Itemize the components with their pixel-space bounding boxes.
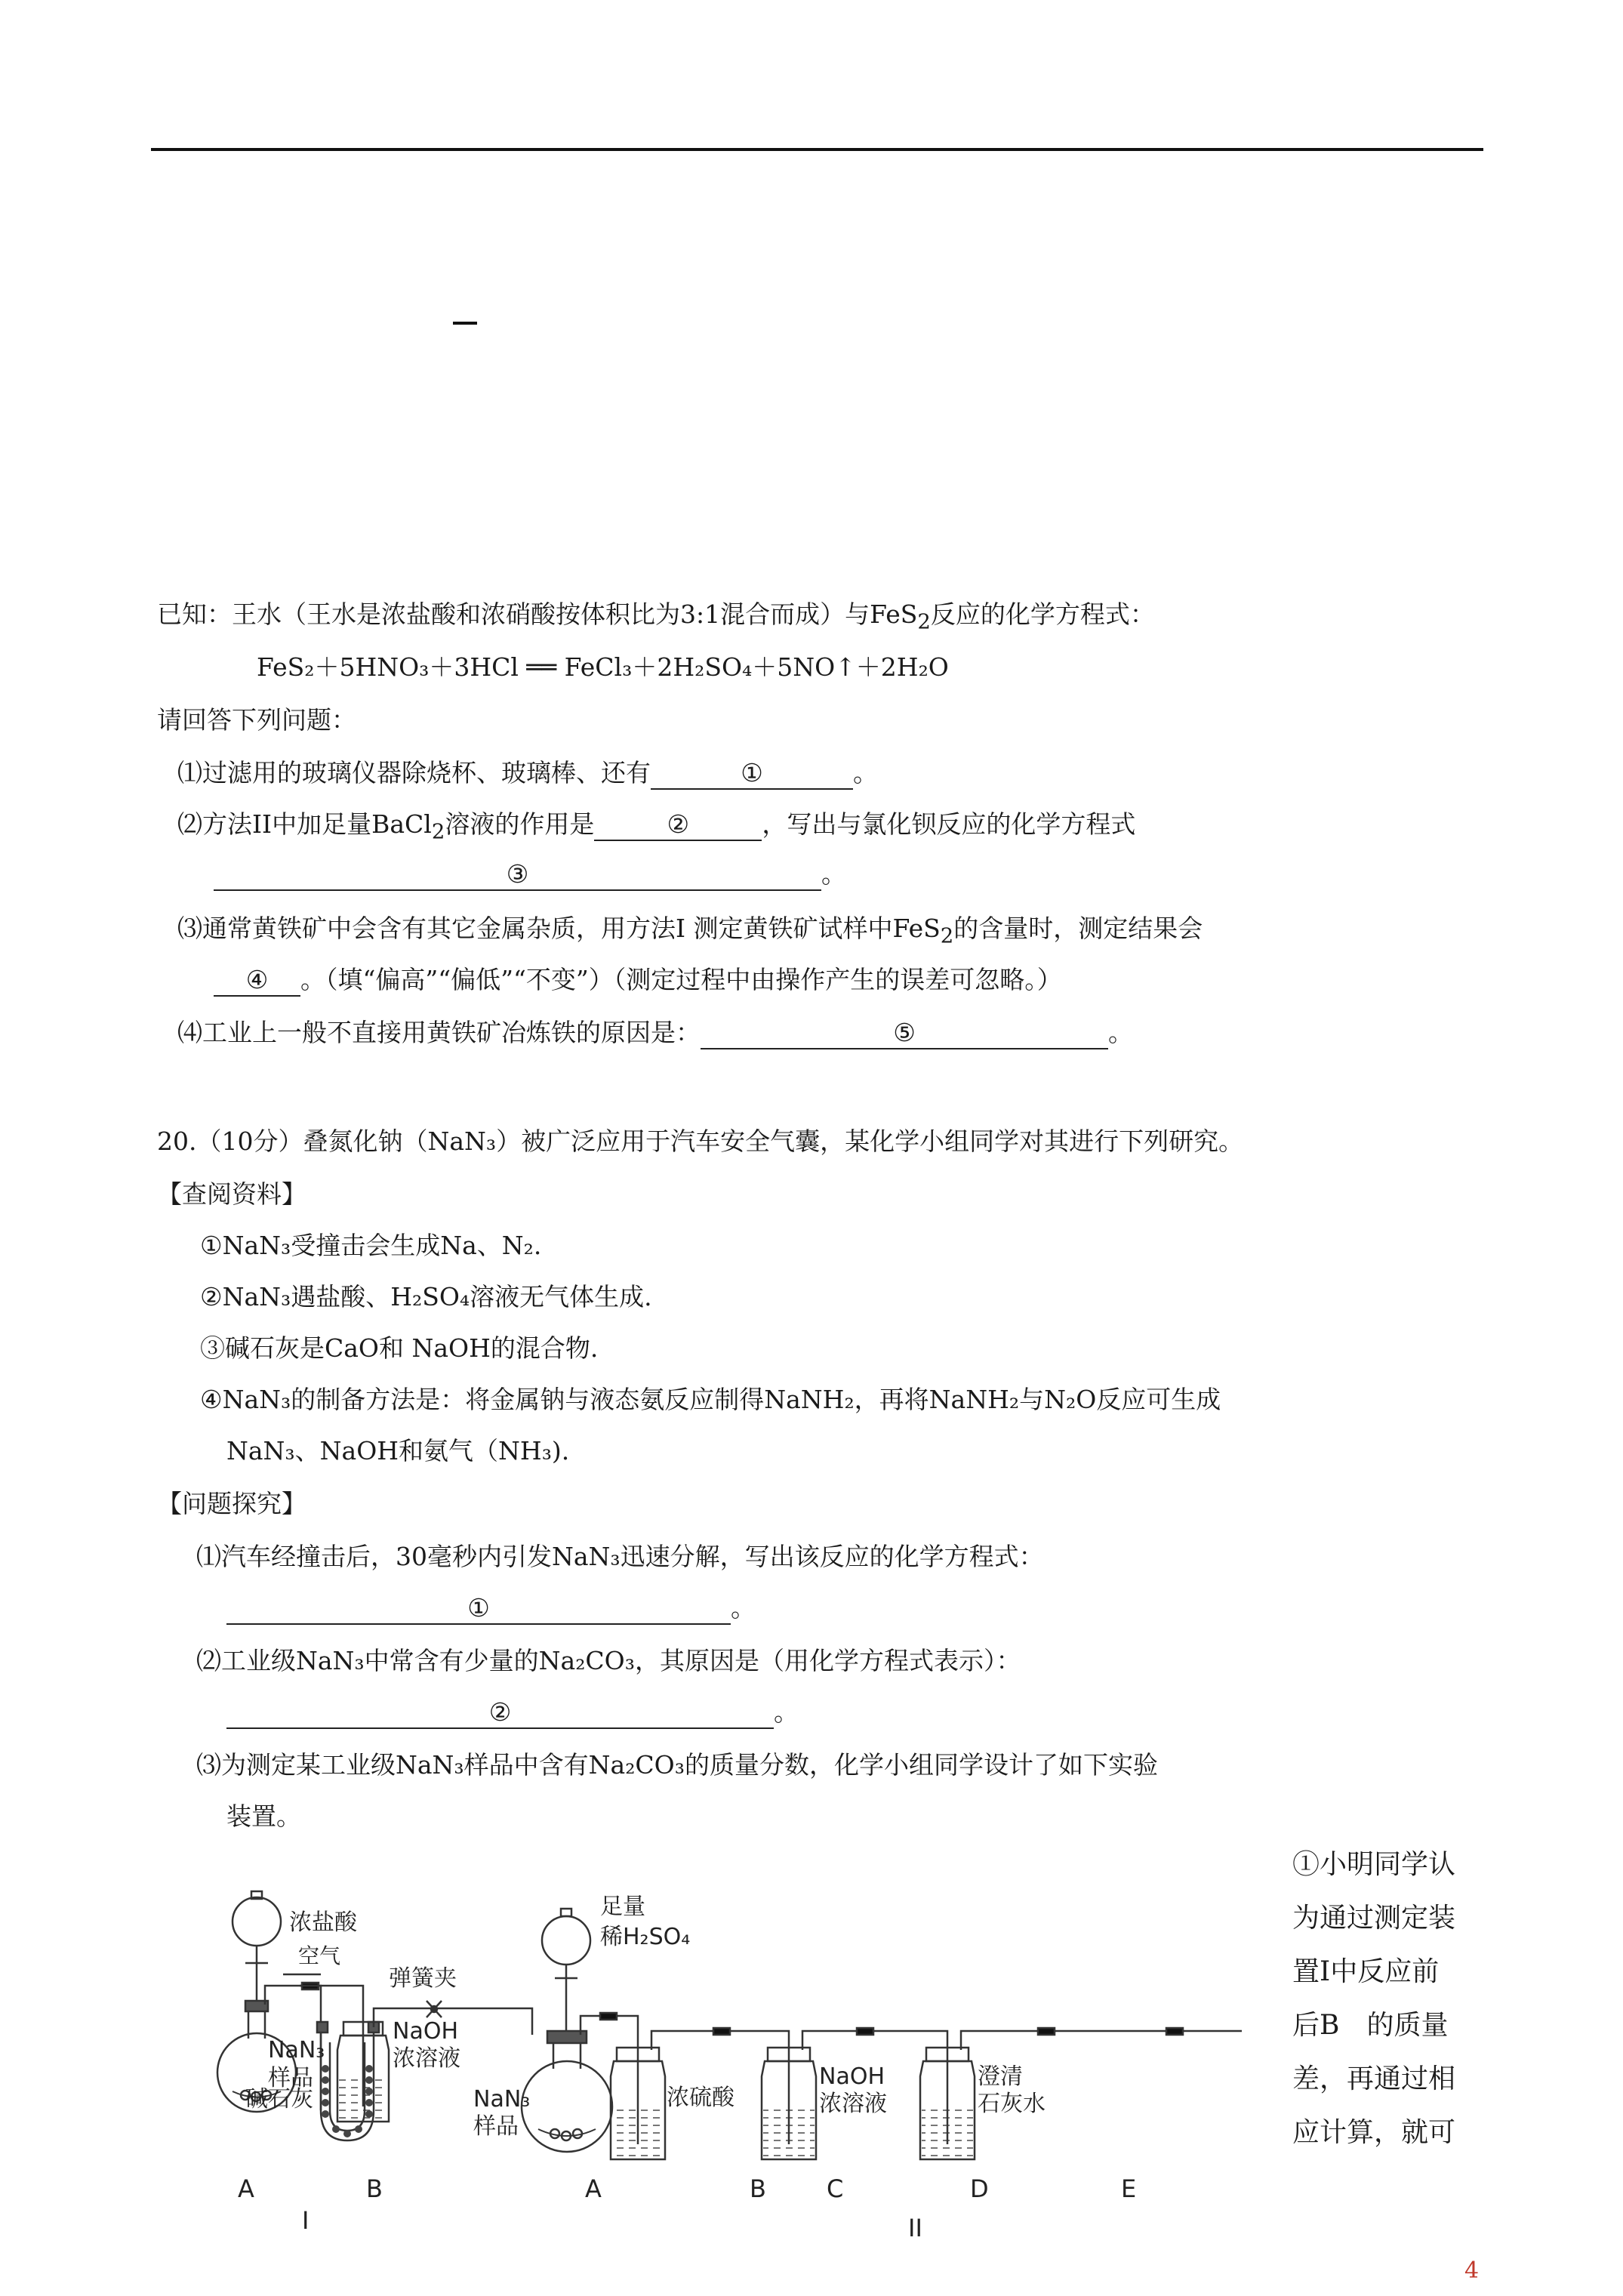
label-conc-hcl: 浓盐酸 — [289, 1909, 357, 1936]
label-air: 空气 — [298, 1943, 341, 1968]
setup2-bottle-e — [920, 2028, 1242, 2159]
label-enough: 足量 — [600, 1894, 645, 1920]
answer-blank-5[interactable]: ⑤ — [701, 1018, 1108, 1049]
q19-given: 已知：王水（王水是浓盐酸和浓硝酸按体积比为3:1混合而成）与FeS$_2$反应的化学方程式： — [157, 599, 1155, 634]
q19-part3-answer: ④ 。（填“偏高”“偏低”“不变”）（测定过程中由操作产生的误差可忽略。） — [214, 963, 1062, 997]
answer-blank-q20-2[interactable]: ② — [226, 1697, 774, 1729]
fact-1: ①NaN₃受撞击会生成Na、N₂. — [200, 1231, 542, 1260]
setup1-funnel — [233, 1891, 281, 2005]
answer-blank-1[interactable]: ① — [651, 758, 853, 790]
inquiry-1: ⑴汽车经撞击后，30毫秒内引发NaN₃迅速分解，写出该反应的化学方程式： — [196, 1542, 1044, 1571]
inquiry-3: ⑶为测定某工业级NaN₃样品中含有Na₂CO₃的质量分数，化学小组同学设计了如下实验 — [196, 1750, 1158, 1780]
label-limewater-1: 澄清 — [978, 2063, 1023, 2090]
setup1-bottle-b — [337, 2022, 389, 2122]
label-a-2: A — [585, 2174, 602, 2203]
inquiry-1-answer: ① 。 — [226, 1592, 756, 1625]
q20-title: 20.（10分）叠氮化钠（NaN₃）被广泛应用于汽车安全气囊，某化学小组同学对其进行下列研究。 — [157, 1126, 1244, 1156]
side-text-6: 应计算，就可 — [1292, 2117, 1456, 2148]
q19-part3: ⑶通常黄铁矿中会含有其它金属杂质，用方法Ⅰ 测定黄铁矿试样中FeS$_2$的含量时，测定结果会 — [177, 914, 1203, 948]
side-text-1: ①小明同学认 — [1292, 1849, 1456, 1880]
label-soda-lime: 碱石灰 — [245, 2086, 313, 2113]
label-setup-1: I — [302, 2206, 310, 2235]
inquiry-2-answer: ② 。 — [226, 1696, 799, 1729]
label-a-1: A — [238, 2174, 254, 2203]
label-naoh-soln-1: 浓溶液 — [393, 2045, 460, 2072]
answer-blank-q20-1[interactable]: ① — [226, 1593, 731, 1625]
label-b-2: B — [750, 2174, 766, 2203]
label-clamp: 弹簧夹 — [389, 1965, 457, 1992]
label-dil-h2so4: 稀H₂SO₄ — [600, 1924, 691, 1950]
fact-4-cont: NaN₃、NaOH和氨气（NH₃). — [226, 1436, 570, 1465]
apparatus-figure — [192, 1880, 1264, 2242]
label-naoh-soln-2: 浓溶液 — [819, 2091, 887, 2117]
header-rule — [151, 148, 1483, 151]
page-number: 4 — [1464, 2257, 1480, 2284]
answer-blank-2[interactable]: ② — [594, 809, 762, 841]
label-nan3-1: NaN₃ — [268, 2037, 325, 2063]
side-text-5: 差，再通过相 — [1292, 2063, 1456, 2094]
section-inquiry: 【问题探究】 — [157, 1489, 306, 1518]
answer-blank-4[interactable]: ④ — [214, 965, 300, 997]
label-naoh-2: NaOH — [819, 2063, 885, 2090]
label-e: E — [1121, 2174, 1137, 2203]
dash-mark — [453, 322, 477, 325]
label-limewater-2: 石灰水 — [978, 2091, 1046, 2117]
label-b-1: B — [366, 2174, 383, 2203]
q19-part1: ⑴过滤用的玻璃仪器除烧杯、玻璃棒、还有 ① 。 — [177, 757, 878, 790]
q19-part2: ⑵方法II中加足量BaCl$_2$溶液的作用是 ② ，写出与氯化钡反应的化学方程式 — [177, 809, 1136, 844]
label-sample-2: 样品 — [473, 2113, 519, 2140]
inquiry-2: ⑵工业级NaN₃中常含有少量的Na₂CO₃，其原因是（用化学方程式表示）： — [196, 1646, 1021, 1675]
section-materials: 【查阅资料】 — [157, 1179, 306, 1209]
q19-prompt: 请回答下列问题： — [157, 705, 356, 735]
label-naoh-1: NaOH — [393, 2018, 458, 2045]
inquiry-3-cont: 装置。 — [226, 1801, 301, 1831]
label-c: C — [827, 2174, 844, 2203]
fact-2: ②NaN₃遇盐酸、H₂SO₄溶液无气体生成. — [200, 1282, 652, 1311]
q19-equation: FeS₂＋5HNO₃＋3HCl ══ FeCl₃＋2H₂SO₄＋5NO↑＋2H₂O — [257, 652, 949, 682]
label-sample-1: 样品 — [268, 2065, 313, 2091]
q19-part2-equation: ③ 。 — [214, 858, 846, 891]
side-text-4: 后B 的质量 — [1292, 2010, 1449, 2041]
answer-blank-3[interactable]: ③ — [214, 859, 821, 891]
fact-4: ④NaN₃的制备方法是：将金属钠与液态氨反应制得NaNH₂，再将NaNH₂与N₂O反应可生成 — [200, 1385, 1221, 1414]
q19-part4: ⑷工业上一般不直接用黄铁矿冶炼铁的原因是： ⑤ 。 — [177, 1016, 1133, 1049]
label-setup-2: II — [908, 2214, 922, 2242]
side-text-2: 为通过测定装 — [1292, 1903, 1456, 1934]
label-nan3-2: NaN₃ — [473, 2086, 531, 2113]
label-conc-h2so4: 浓硫酸 — [667, 2085, 735, 2111]
side-text-3: 置Ⅰ中反应前 — [1292, 1956, 1440, 1987]
label-d: D — [970, 2174, 989, 2203]
fact-3: ③碱石灰是CaO和 NaOH的混合物. — [200, 1333, 599, 1363]
